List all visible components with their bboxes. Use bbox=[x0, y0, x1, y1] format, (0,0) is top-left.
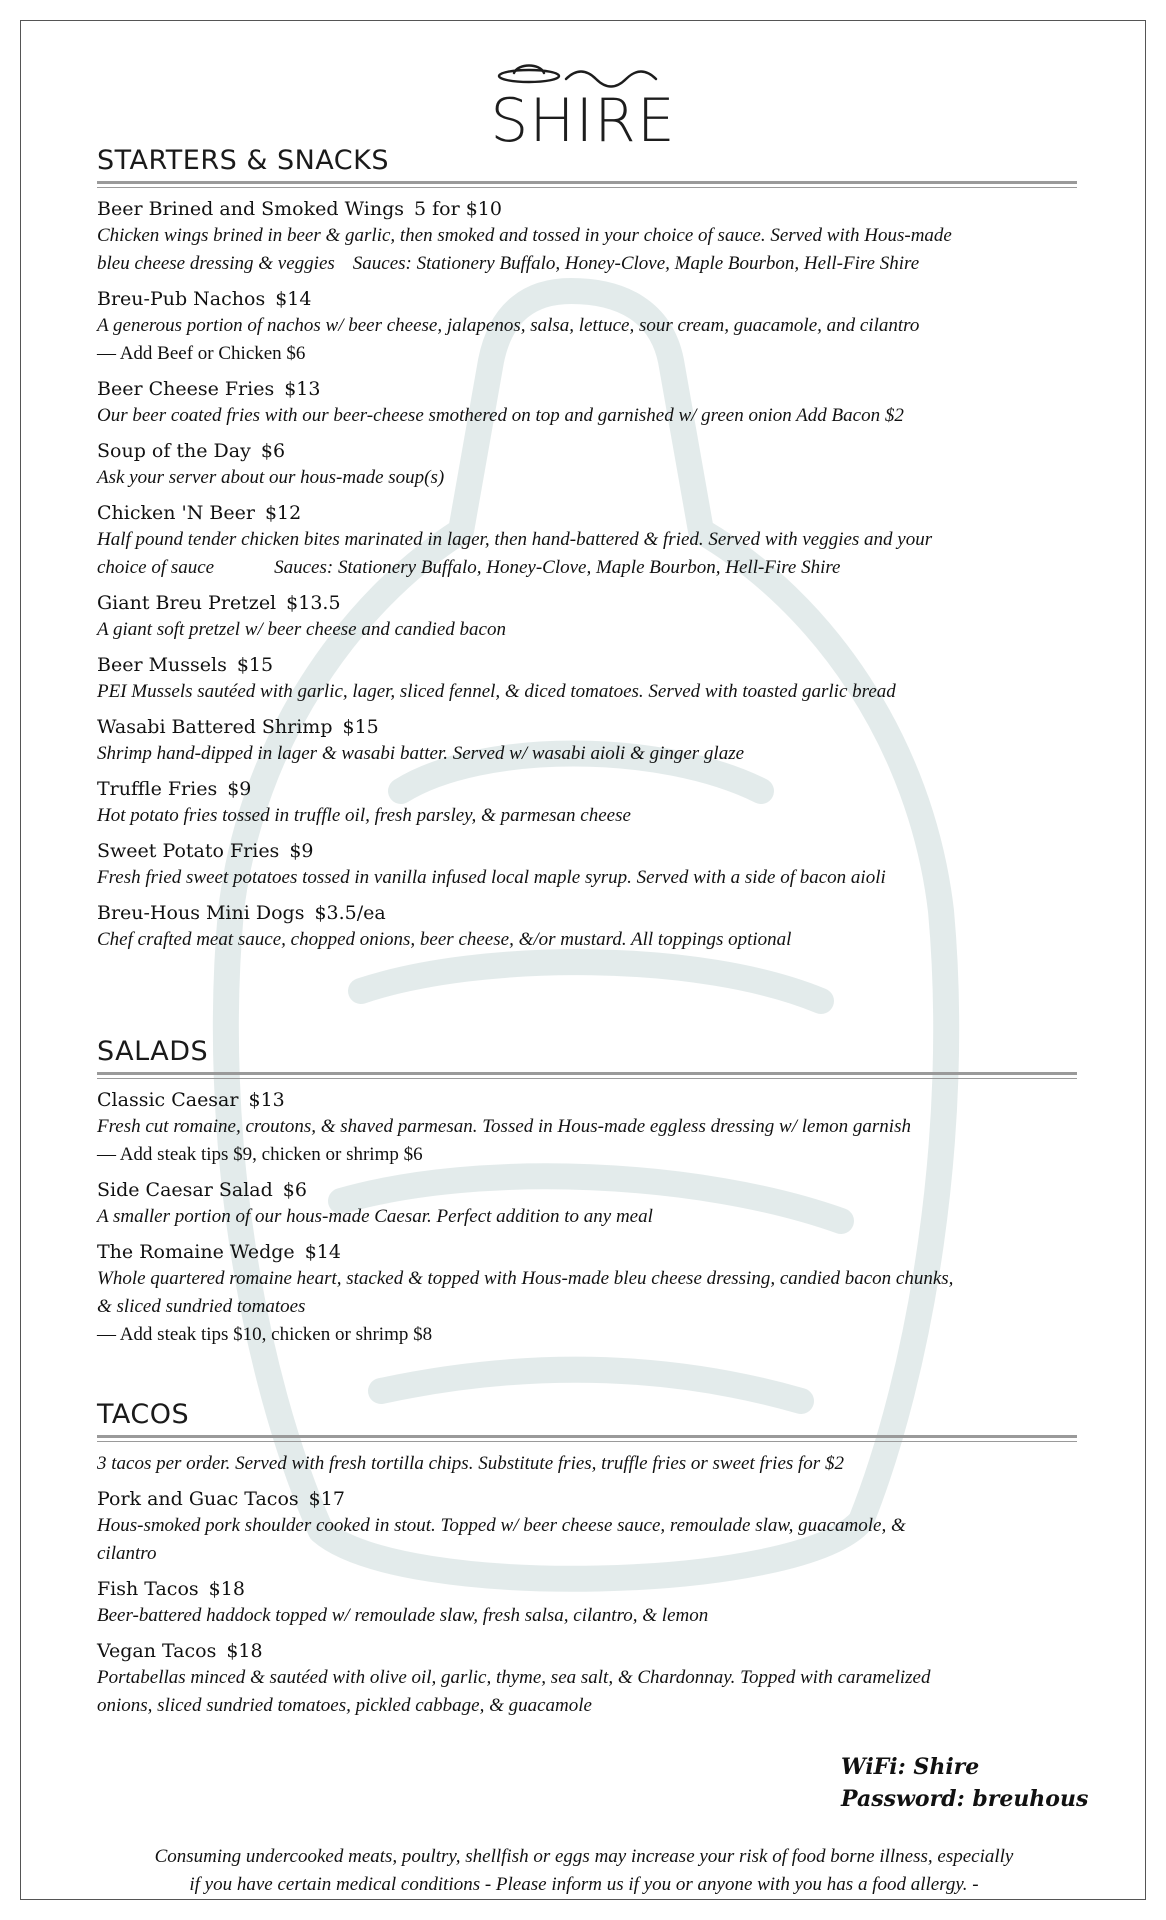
item-name: Beer Mussels bbox=[97, 654, 227, 676]
item-name: Beer Brined and Smoked Wings bbox=[97, 198, 404, 220]
item-price: $9 bbox=[289, 840, 314, 862]
item-name: The Romaine Wedge bbox=[97, 1241, 295, 1263]
item-price: $13.5 bbox=[286, 592, 341, 614]
item-price: $17 bbox=[308, 1488, 345, 1510]
menu-item bbox=[97, 196, 1089, 278]
item-price: $13 bbox=[248, 1089, 285, 1111]
item-description: Fresh cut romaine, croutons, & shaved parmesan. Tossed in Hous-made eggless dressing w/ lemon garnish bbox=[97, 1116, 911, 1137]
section-title: SALADS bbox=[97, 1036, 209, 1067]
item-name: Giant Breu Pretzel bbox=[97, 592, 277, 614]
item-name: Breu-Pub Nachos bbox=[97, 288, 266, 310]
item-name: Breu-Hous Mini Dogs bbox=[97, 902, 305, 924]
menu-item bbox=[97, 286, 1089, 368]
item-description: choice of sauce bbox=[97, 557, 215, 578]
item-name: Soup of the Day bbox=[97, 440, 251, 462]
item-name: Classic Caesar bbox=[97, 1089, 239, 1111]
item-description: cilantro bbox=[97, 1543, 157, 1564]
item-description: Whole quartered romaine heart, stacked & topped with Hous-made bleu cheese dressing, candied bacon chunks, bbox=[97, 1268, 954, 1289]
item-price: $18 bbox=[208, 1578, 245, 1600]
disclaimer-line: Consuming undercooked meats, poultry, shellfish or eggs may increase your risk of food borne illness, especially bbox=[154, 1846, 1014, 1867]
item-description: bleu cheese dressing & veggies bbox=[97, 253, 335, 274]
item-description: onions, sliced sundried tomatoes, pickled cabbage, & guacamole bbox=[97, 1695, 592, 1716]
item-description: Chef crafted meat sauce, chopped onions, beer cheese, &/or mustard. All toppings optional bbox=[97, 929, 792, 950]
menu-item bbox=[97, 1177, 1089, 1231]
item-description: Fresh fried sweet potatoes tossed in vanilla infused local maple syrup. Served with a side of bacon aioli bbox=[97, 867, 886, 888]
item-addon: — Add steak tips $9, chicken or shrimp $6 bbox=[97, 1144, 423, 1165]
item-description: Our beer coated fries with our beer-cheese smothered on top and garnished w/ green onion Add Bacon $2 bbox=[97, 405, 904, 426]
item-price: $14 bbox=[275, 288, 312, 310]
menu-item bbox=[97, 776, 1089, 830]
item-description: Chicken wings brined in beer & garlic, then smoked and tossed in your choice of sauce. Served with Hous-made bbox=[97, 225, 952, 246]
menu-page bbox=[20, 20, 1146, 1900]
item-name: Chicken 'N Beer bbox=[97, 502, 255, 524]
item-price: $9 bbox=[227, 778, 252, 800]
item-name: Wasabi Battered Shrimp bbox=[97, 716, 333, 738]
section-salads bbox=[97, 1036, 1089, 1357]
wifi-password: Password: breuhous bbox=[841, 1786, 1089, 1812]
item-price: $12 bbox=[264, 502, 302, 524]
item-price: 5 for $10 bbox=[414, 198, 502, 220]
item-price: $13 bbox=[284, 378, 321, 400]
section-title: TACOS bbox=[97, 1399, 190, 1430]
item-description: & sliced sundried tomatoes bbox=[97, 1296, 306, 1317]
item-name: Pork and Guac Tacos bbox=[97, 1488, 299, 1510]
wifi-info bbox=[841, 1751, 1088, 1815]
item-description: A giant soft pretzel w/ beer cheese and candied bacon bbox=[97, 619, 506, 640]
item-name: Side Caesar Salad bbox=[97, 1179, 273, 1201]
item-price: $6 bbox=[260, 440, 286, 462]
item-price: $6 bbox=[282, 1179, 307, 1201]
item-name: Beer Cheese Fries bbox=[97, 378, 275, 400]
item-price: $18 bbox=[226, 1640, 263, 1662]
menu-item bbox=[97, 652, 1089, 706]
item-name: Fish Tacos bbox=[97, 1578, 199, 1600]
section-divider bbox=[97, 1435, 1077, 1442]
section-divider bbox=[97, 181, 1077, 188]
menu-item bbox=[97, 376, 1089, 430]
item-description: Portabellas minced & sautéed with olive oil, garlic, thyme, sea salt, & Chardonnay. Topped with caramelized bbox=[97, 1667, 931, 1688]
item-addon: — Add Beef or Chicken $6 bbox=[97, 343, 306, 364]
item-price: $3.5/ea bbox=[314, 902, 386, 924]
menu-item bbox=[97, 900, 1089, 954]
menu-item bbox=[97, 1239, 1089, 1349]
item-description: Beer-battered haddock topped w/ remoulade slaw, fresh salsa, cilantro, & lemon bbox=[97, 1605, 709, 1626]
menu-item bbox=[97, 838, 1089, 892]
menu-item bbox=[97, 500, 1089, 582]
item-description: Hous-smoked pork shoulder cooked in stout. Topped w/ beer cheese sauce, remoulade slaw, guacamole, & bbox=[97, 1515, 906, 1536]
item-description: Shrimp hand-dipped in lager & wasabi batter. Served w/ wasabi aioli & ginger glaze bbox=[97, 743, 745, 764]
menu-item bbox=[97, 1638, 1089, 1720]
menu-item bbox=[97, 590, 1089, 644]
brand-name: SHIRE bbox=[490, 86, 676, 156]
item-description: A smaller portion of our hous-made Caesar. Perfect addition to any meal bbox=[97, 1206, 653, 1227]
item-description: Half pound tender chicken bites marinated in lager, then hand-battered & fried. Served with veggies and your bbox=[97, 529, 933, 550]
item-name: Truffle Fries bbox=[97, 778, 218, 800]
menu-item bbox=[97, 714, 1089, 768]
menu-item bbox=[97, 1576, 1089, 1630]
item-sauces: Sauces: Stationery Buffalo, Honey-Clove, Maple Bourbon, Hell-Fire Shire bbox=[352, 253, 920, 274]
section-divider bbox=[97, 1072, 1077, 1079]
menu-item bbox=[97, 1087, 1089, 1169]
item-description: Ask your server about our hous-made soup(s) bbox=[97, 467, 445, 488]
section-tacos bbox=[97, 1399, 1089, 1728]
item-name: Sweet Potato Fries bbox=[97, 840, 280, 862]
item-price: $14 bbox=[304, 1241, 341, 1263]
section-note: 3 tacos per order. Served with fresh tortilla chips. Substitute fries, truffle fries or sweet fries for $2 bbox=[97, 1453, 844, 1474]
item-price: $15 bbox=[342, 716, 379, 738]
menu-item bbox=[97, 1486, 1089, 1568]
menu-item bbox=[97, 438, 1089, 492]
section-starters bbox=[97, 145, 1089, 962]
wifi-network: WiFi: Shire bbox=[841, 1754, 980, 1780]
item-name: Vegan Tacos bbox=[97, 1640, 217, 1662]
item-description: PEI Mussels sautéed with garlic, lager, sliced fennel, & diced tomatoes. Served with toasted garlic bread bbox=[97, 681, 896, 702]
item-price: $15 bbox=[236, 654, 274, 676]
item-description: Hot potato fries tossed in truffle oil, fresh parsley, & parmesan cheese bbox=[97, 805, 631, 826]
allergy-disclaimer bbox=[81, 1843, 1087, 1899]
item-description: A generous portion of nachos w/ beer cheese, jalapenos, salsa, lettuce, sour cream, guacamole, and cilantro bbox=[97, 315, 920, 336]
item-addon: — Add steak tips $10, chicken or shrimp $8 bbox=[97, 1324, 433, 1345]
section-title: STARTERS & SNACKS bbox=[97, 145, 389, 176]
item-sauces: Sauces: Stationery Buffalo, Honey-Clove, Maple Bourbon, Hell-Fire Shire bbox=[274, 557, 841, 578]
disclaimer-line: if you have certain medical conditions - Please inform us if you or anyone with you has a food allergy. - bbox=[189, 1874, 979, 1895]
